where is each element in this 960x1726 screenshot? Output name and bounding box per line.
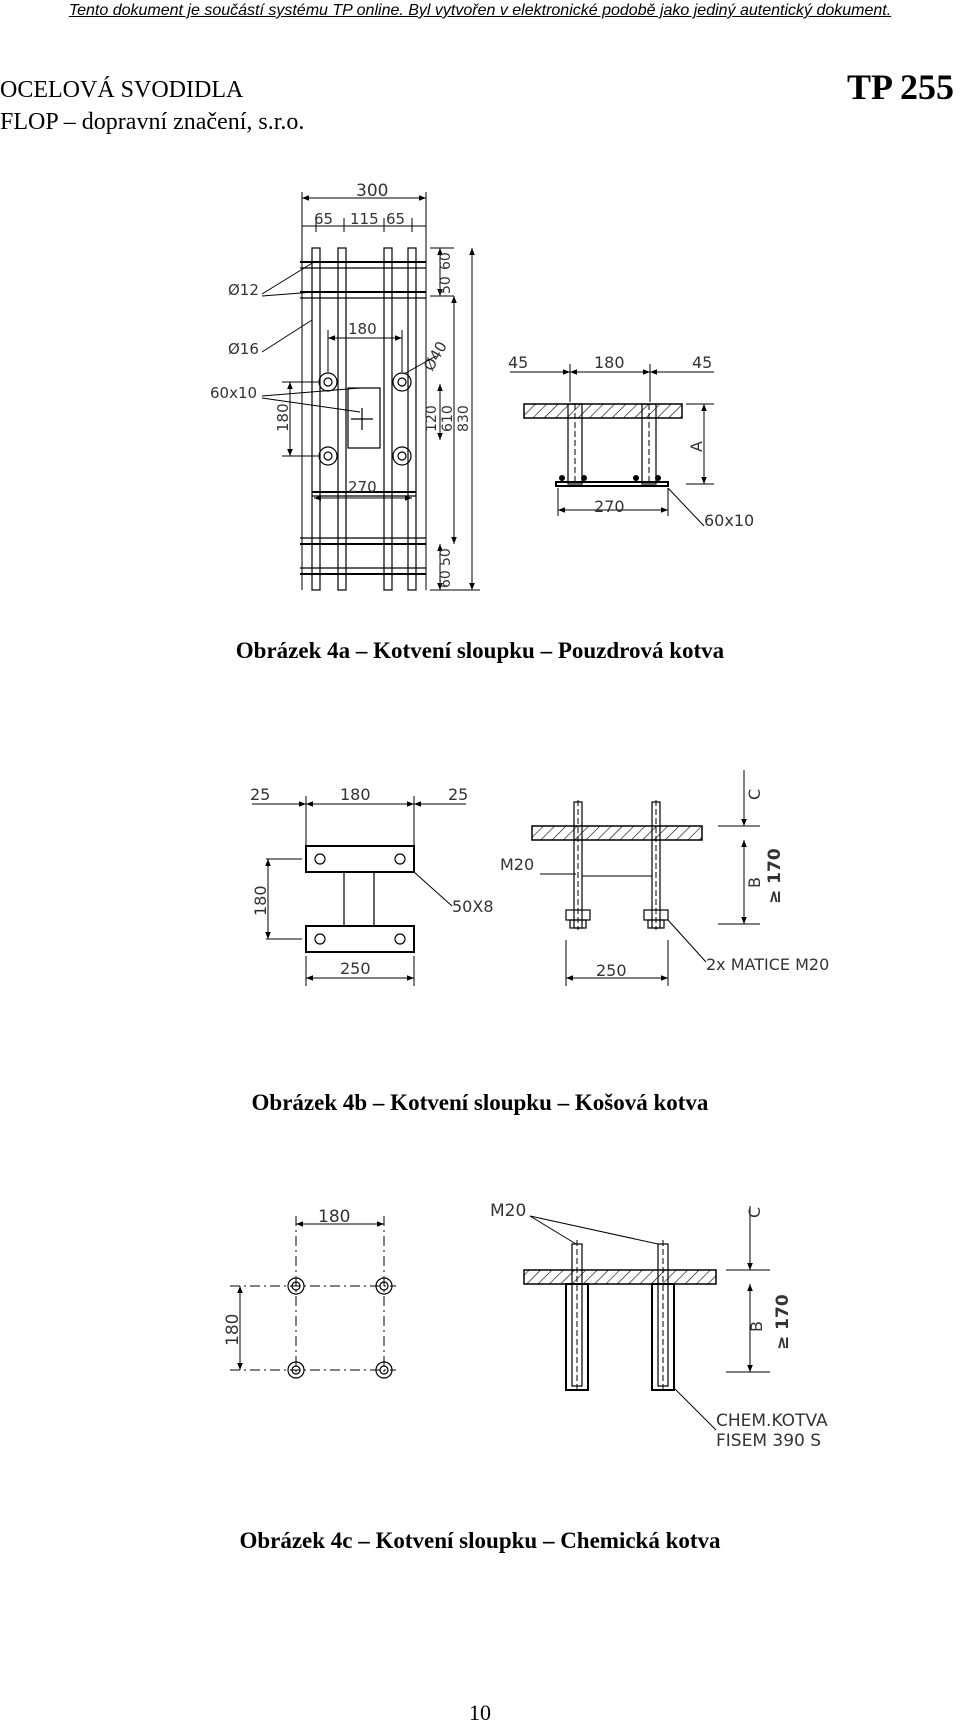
dim-180-left: 180 — [223, 1313, 243, 1346]
dim-65-right: 65 — [386, 210, 406, 228]
document-header-left — [0, 74, 304, 138]
dim-C: C — [745, 788, 764, 800]
dim-180-side: 180 — [594, 353, 625, 372]
dim-300: 300 — [356, 181, 389, 201]
label-60x10-plan: 60x10 — [210, 384, 258, 402]
label-60x10-side: 60x10 — [704, 511, 755, 530]
dim-115: 115 — [350, 210, 379, 228]
label-nuts: 2x MATICE M20 — [706, 955, 830, 974]
dim-250-plan: 250 — [340, 959, 371, 978]
label-phi40: Ø40 — [419, 338, 451, 374]
dim-270-side: 270 — [594, 497, 625, 516]
dim-180-plan: 180 — [340, 785, 371, 804]
dim-B: B — [745, 877, 764, 888]
dim-60-top: 60 — [438, 252, 454, 270]
label-m20: M20 — [490, 1201, 527, 1221]
label-chem-kotva: CHEM.KOTVA — [716, 1411, 828, 1431]
dim-65-left: 65 — [314, 210, 334, 228]
dim-ge-170: ≥ 170 — [773, 1294, 793, 1350]
dim-B: B — [747, 1321, 766, 1332]
dim-180-top: 180 — [348, 320, 377, 338]
figure-4b-drawing — [0, 760, 960, 1000]
dim-ge-170: ≥ 170 — [765, 848, 785, 904]
label-m20: M20 — [500, 855, 535, 874]
dim-C: C — [745, 1206, 764, 1218]
figure-4b-caption: Obrázek 4b – Kotvení sloupku – Košová kotva — [251, 1090, 709, 1115]
document-title: OCELOVÁ SVODIDLA — [0, 77, 244, 103]
dim-180-left: 180 — [251, 885, 270, 916]
page-number: 10 — [469, 1700, 491, 1725]
figure-4c-caption: Obrázek 4c – Kotvení sloupku – Chemická kotva — [239, 1528, 721, 1553]
label-50x8: 50X8 — [452, 897, 494, 916]
dim-45-left: 45 — [508, 353, 529, 372]
dim-250-elev: 250 — [596, 961, 627, 980]
dim-180-top: 180 — [318, 1207, 351, 1227]
figure-4a-drawing — [0, 180, 960, 600]
system-notice: Tento dokument je součástí systému TP online. Byl vytvořen v elektronické podobě jako jediný autentický dokument. — [68, 2, 892, 19]
label-fisem: FISEM 390 S — [716, 1431, 822, 1451]
label-phi16: Ø16 — [228, 340, 259, 358]
figure-4a-caption: Obrázek 4a – Kotvení sloupku – Pouzdrová kotva — [235, 638, 725, 663]
figure-4c-drawing — [0, 1190, 960, 1470]
dim-610: 610 — [440, 405, 456, 432]
label-phi12: Ø12 — [228, 281, 259, 299]
dim-50-top: 50 — [438, 276, 454, 294]
anchor-hole-icon — [288, 1278, 392, 1378]
dim-25-left: 25 — [250, 785, 271, 804]
dim-A: A — [687, 441, 706, 452]
hole-icon — [315, 854, 405, 944]
dim-830: 830 — [456, 405, 472, 432]
dim-60-bottom: 60 — [438, 570, 454, 588]
dim-50-bottom: 50 — [438, 548, 454, 566]
dim-180-vertical: 180 — [274, 403, 292, 432]
dim-120: 120 — [424, 405, 440, 432]
document-code: TP 255 — [846, 67, 954, 107]
dim-25-right: 25 — [448, 785, 469, 804]
dim-45-right: 45 — [692, 353, 713, 372]
document-company: FLOP – dopravní značení, s.r.o. — [0, 109, 305, 135]
dim-270-plan: 270 — [348, 478, 377, 496]
